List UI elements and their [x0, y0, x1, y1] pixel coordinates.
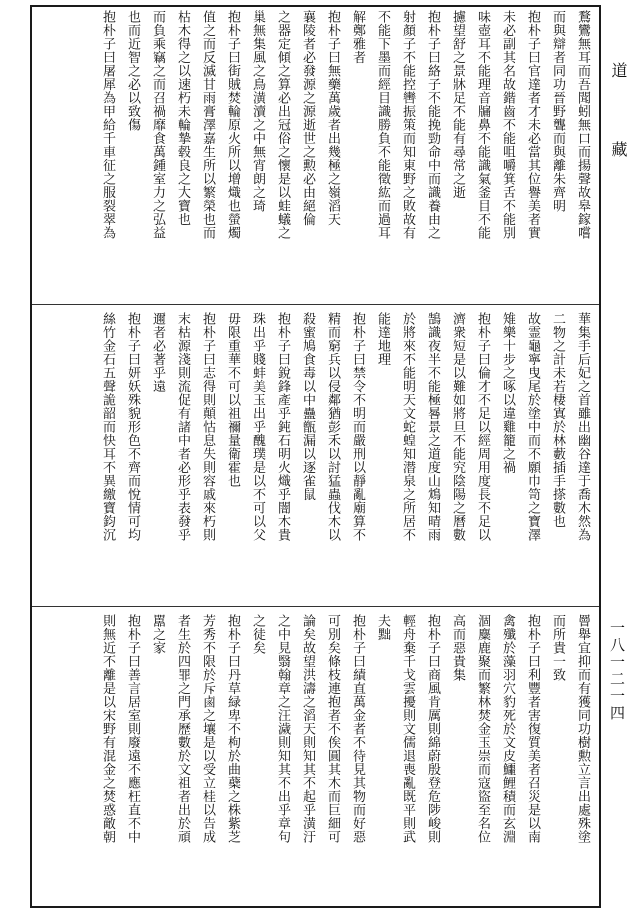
block-divider: [32, 606, 599, 607]
text-column: 嚚之家: [150, 614, 165, 655]
text-column: 之器定傾之算必出冠俗之懷是以蛙蟻之: [275, 10, 290, 240]
text-column: 末枯源淺則流促有諸中者必形乎表發乎: [175, 312, 190, 542]
text-column: 涸麋鹿聚而繁林焚金玉崇而寇盜至名位: [475, 614, 490, 844]
text-column: 濟衆短是以難如將旦不能究陰陽之曆數: [450, 312, 465, 542]
text-column: 鵠識夜半不能極晷景之道度山鴆知晴雨: [425, 312, 440, 542]
text-column: 抱朴子曰丹草緑卑不枸於曲蘗之株紫芝: [225, 614, 240, 844]
text-column: 抱朴子曰官達者才未必當其位譽美者實: [525, 10, 540, 240]
text-column: 而負乘竊之而召禍靡食萬鍾室力之弘益: [150, 10, 165, 240]
text-column: 襄陵者必發源之源逝世之勲必由絕倫: [300, 10, 315, 226]
margin-title: 道 藏: [609, 62, 628, 179]
text-column: 夫黜: [375, 614, 390, 641]
text-block-middle: [32, 312, 599, 602]
text-column: 未必副其名故鍇齒不能咀嚼箕舌不能別: [500, 10, 515, 240]
text-column: 抱朴子曰善言居室則廢遠不應枉直不中: [125, 614, 140, 844]
text-column: 珠出乎賤蚌美玉出乎醜璞是以不可以父: [250, 312, 265, 542]
text-column: 而與辯者同功晉野聾而與離朱齊明: [550, 10, 565, 213]
text-column: 抱朴子曰倫才不足以經周用度長不足以: [475, 312, 490, 542]
text-column: 值之而反滅甘雨膏澤嘉生所以繁榮也而: [200, 10, 215, 240]
text-column: 也而近智之必以致傷: [125, 10, 140, 132]
text-column: 枯木得之以速朽未輪摯毂良之大寶也: [175, 10, 190, 226]
text-block-top: [32, 10, 599, 302]
text-column: 之徒矣: [250, 614, 265, 655]
text-column: 攄望舒之景牀足不能有尋常之逝: [450, 10, 465, 199]
text-column: 絲竹金石五聲詭韶而快耳不異繳寶鈞沉: [100, 312, 115, 542]
text-column: 華集手后妃之首雖出幽谷達于喬木然為: [575, 312, 590, 542]
text-column: 抱朴子曰銳鋒產乎鈍石明火熾乎闇木貴: [275, 312, 290, 542]
text-column: 抱朴子曰屠犀為甲給千車征之服裂翠為: [100, 10, 115, 240]
text-column: 毋限重華不可以祖禰量衛霍也: [225, 312, 240, 488]
text-column: 抱朴子曰利豐者害復質美者召災是以南: [525, 614, 540, 844]
text-column: 禽殲於藻羽穴豹死於文皮鱷鯉積而玄淵: [500, 614, 515, 844]
text-column: 二物之計未若棲寘於林藪插手搽數也: [550, 312, 565, 528]
text-column: 抱朴子曰街賊焚輪原火所以增熾也螢燭: [225, 10, 240, 240]
text-column: 殺蜜鳩食毒以中蠱甑漏以逐雀鼠: [300, 312, 315, 501]
text-column: 不能下墨而經目識勝負不能徵紘而過耳: [375, 10, 390, 240]
text-column: 鶩鸞無耳而吾聞蚓無口而揚聲故皋鎵嚐: [575, 10, 590, 240]
text-column: 抱朴子曰絡子不能挽勁命中而識養由之: [425, 10, 440, 240]
text-column: 抱朴子曰禁令不明而嚴刑以靜亂廟算不: [350, 312, 365, 542]
text-column: 則無近不離是以宋野有混金之焚惑敵朝: [100, 614, 115, 844]
text-column: 抱朴子曰商風肯厲則綿蔚殷登危陟峻則: [425, 614, 440, 844]
text-column: 芳秀不限於斥鹵之壤是以受立桂以告成: [200, 614, 215, 844]
text-column: 解鄭雅者: [350, 10, 365, 64]
text-block-bottom: [32, 614, 599, 904]
text-column: 雉樂十步之啄以違雞籠之禍: [500, 312, 515, 474]
text-column: 罾舉宜抑而有獲同功樹勲立言出處殊塗: [575, 614, 590, 844]
text-column: 輕舟棄千戈雲擾則文儒退喪亂既平則武: [400, 614, 415, 844]
block-divider: [32, 304, 599, 305]
text-column: 可別矣條枝連抱者不俟圓其木而巨細可: [325, 614, 340, 844]
text-column: 而所貴一致: [550, 614, 565, 682]
text-column: 巢無集風之鳥潢瀆之中無宵朗之琦: [250, 10, 265, 213]
text-column: 邇者必著乎遠: [150, 312, 165, 393]
text-column: 抱朴子曰妍妖殊貌形色不齊而悅情可均: [125, 312, 140, 542]
text-column: 高而惡貴集: [450, 614, 465, 682]
text-column: 能達地理: [375, 312, 390, 366]
text-column: 於將來不能明天文蛇蝗知潜泉之所居不: [400, 312, 415, 542]
text-column: 抱朴子曰志得則顛怙息失則容戚來朽則: [200, 312, 215, 542]
text-column: 射顏子不能控轡振策而知東野之敗故有: [400, 10, 415, 240]
text-column: 精而窮兵以侵鄰猶彭禾以討猛蟲伐木以: [325, 312, 340, 542]
text-column: 抱朴子曰績直萬金者不待見其物而好惡: [350, 614, 365, 844]
text-column: 味壺耳不能理音牖鼻不能識氣釜目不能: [475, 10, 490, 240]
text-column: 之中見翳翰章之汪濊則知其不出乎章句: [275, 614, 290, 844]
text-column: 故霊龜寧曳尾於塗中而不願巾笥之寶澤: [525, 312, 540, 542]
text-column: 論矣故望洪濤之滔天則知其不起乎潢汙: [300, 614, 315, 844]
page-number: 一八一二一四: [608, 620, 626, 722]
text-column: 抱朴子曰無藥萬歲者出幾極之嶺滔天: [325, 10, 340, 226]
text-column: 者生於四罪之門承歷數於文祖者出於頑: [175, 614, 190, 844]
